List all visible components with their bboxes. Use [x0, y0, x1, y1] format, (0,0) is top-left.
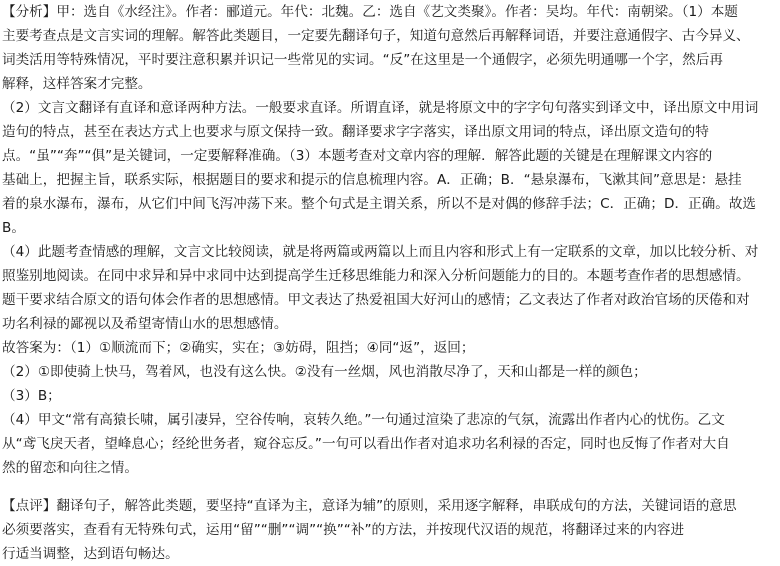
answer-line: 故答案为：（1）①顺流而下；②确实，实在；③妨碍，阻挡；④同“返”，返回； [2, 340, 475, 356]
answer-line: 从“鸢飞戾天者，望峰息心；经纶世务者，窥谷忘反。”一句可以看出作者对追求功名利禄的否定，同时也反悔了作者对大自 [2, 436, 730, 452]
analysis-line: 基础上，把握主旨，联系实际，根据题目的要求和提示的信息梳理内容。A．正确；B．“悬泉瀑布，飞漱其间”意思是：悬挂 [2, 172, 742, 188]
analysis-line: 着的泉水瀑布，瀑布，从它们中间飞泻冲荡下来。整个句式是主谓关系，所以不是对偶的修辞手法；C．正确；D．正确。故选 [2, 196, 757, 212]
analysis-line: 点。“虽”“奔”“俱”是关键词，一定要解释准确。（3）本题考查对文章内容的理解．解答此题的关键是在理解课文内容的 [2, 148, 713, 164]
analysis-line: 解释，这样答案才完整。 [2, 76, 152, 92]
analysis-line: 题干要求结合原文的语句体会作者的思想感情。甲文表达了热爱祖国大好河山的感情；乙文表达了作者对政治官场的厌倦和对 [2, 292, 750, 308]
analysis-line: 【分析】甲：选自《水经注》。作者：郦道元。年代：北魏。乙：选自《艺文类聚》。作者：吴均。年代：南朝梁。（1）本题 [2, 4, 738, 20]
answer-line: （4）甲文“常有高猿长啸，属引凄异，空谷传响，哀转久绝。”一句通过渲染了悲凉的气氛，流露出作者内心的忧伤。乙文 [2, 412, 725, 428]
answer-line: （3）B； [2, 388, 61, 404]
comment-line: 【点评】翻译句子，解答此类题，要坚持“直译为主，意译为辅”的原则，采用逐字解释，串联成句的方法，关键词语的意思 [2, 498, 737, 514]
analysis-line: B。 [2, 220, 25, 236]
analysis-line: 主要考查点是文言实词的理解。解答此类题目，一定要先翻译句子，知道句意然后再解释词语，并要注意通假字、古今异义、 [2, 28, 750, 44]
analysis-line: 造句的特点，甚至在表达方式上也要求与原文保持一致。翻译要求字字落实，译出原文用词的特点，译出原文造句的特 [2, 124, 709, 140]
analysis-line: （4）此题考查情感的理解，文言文比较阅读，就是将两篇或两篇以上而且内容和形式上有一定联系的文章，加以比较分析、对 [2, 244, 759, 260]
comment-line: 行适当调整，达到语句畅达。 [2, 546, 179, 562]
answer-line: 然的留恋和向往之情。 [2, 460, 138, 476]
answer-line: （2）①即使骑上快马，驾着风，也没有这么快。②没有一丝烟，风也消散尽净了，天和山都是一样的颜色； [2, 364, 647, 380]
analysis-line: 功名利禄的鄙视以及希望寄情山水的思想感情。 [2, 316, 288, 332]
analysis-line: 照鉴别地阅读。在同中求异和异中求同中达到提高学生迁移思维能力和深入分析问题能力的目的。本题考查作者的思想感情。 [2, 268, 750, 284]
comment-line: 必须要落实，查看有无特殊句式，运用“留”“删”“调”“换”“补”的方法，并按现代汉语的规范，将翻译过来的内容进 [2, 522, 685, 538]
analysis-line: （2）文言文翻译有直译和意译两种方法。一般要求直译。所谓直译，就是将原文中的字字句句落实到译文中，译出原文中用词 [2, 100, 759, 116]
analysis-line: 词类活用等特殊情况，平时要注意积累并识记一些常见的实词。“反”在这里是一个通假字，必须先明通哪一个字，然后再 [2, 52, 723, 68]
